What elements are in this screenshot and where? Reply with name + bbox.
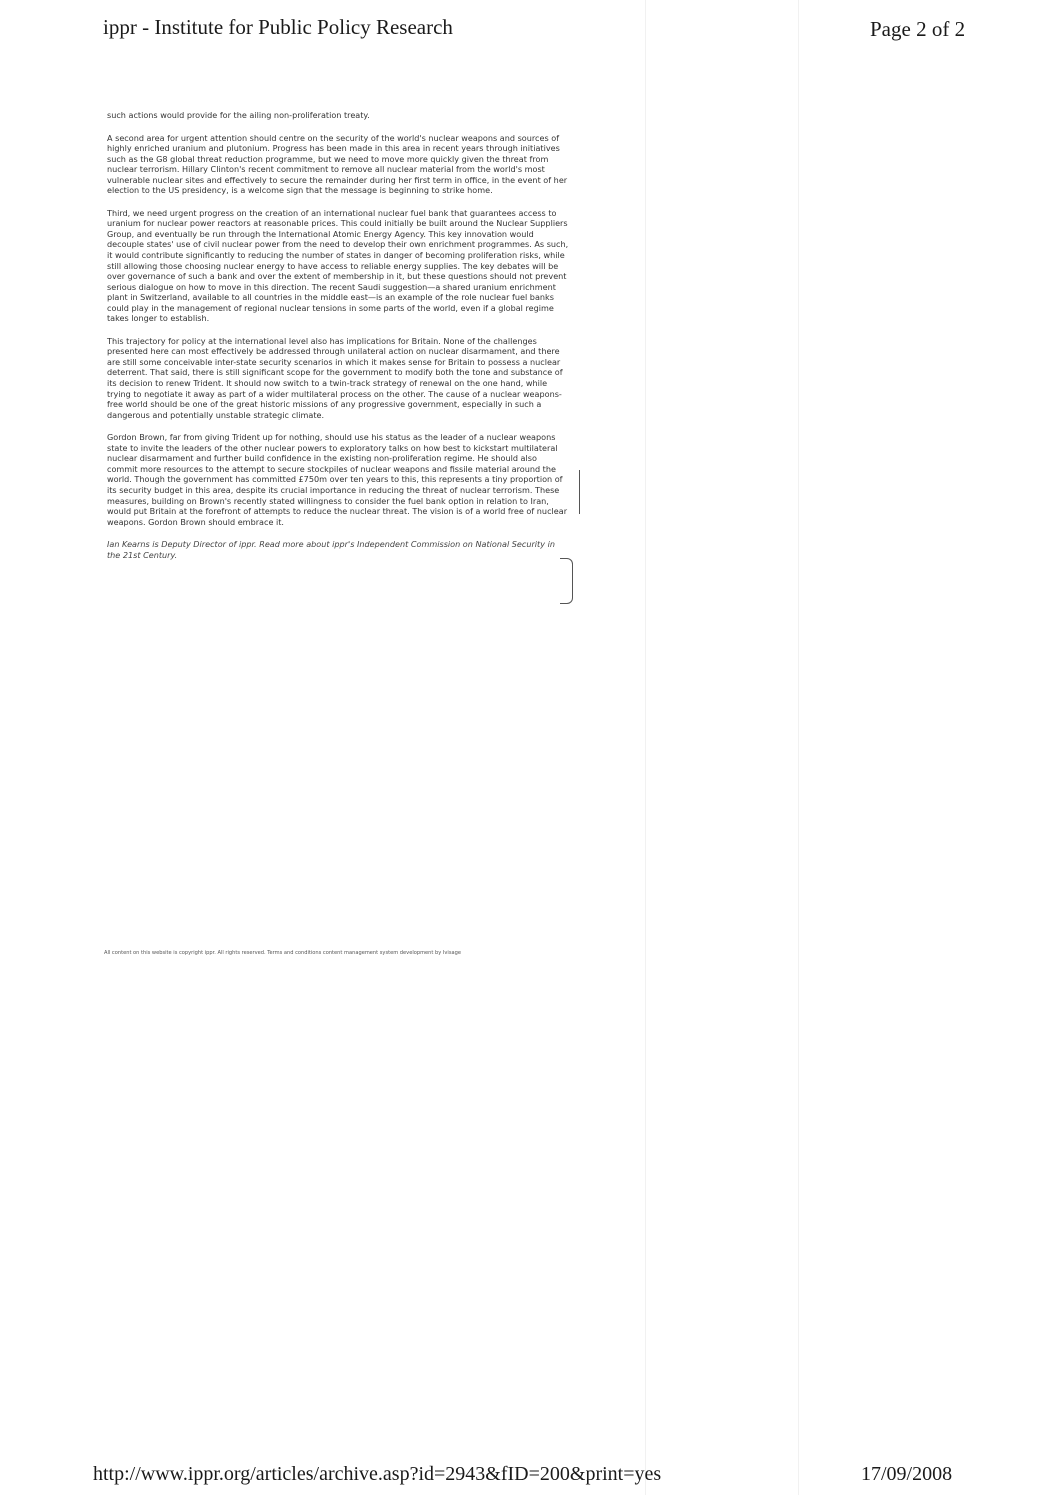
page-number: Page 2 of 2 bbox=[870, 17, 966, 41]
article-paragraph: A second area for urgent attention should centre on the security of the world's nuclear weapons and sources of highly enriched uranium and plutonium. Progress has been made in this area in recent years through initiatives such as the G8 global threat reduction programme, but we need to move more quickly given the threat from nuclear terrorism. Hillary Clinton's recent commitment to remove all nuclear material from the world's most vulnerable nuclear sites and effectively to secure the remainder during her first term in office, in the event of her election to the US presidency, is a welcome sign that the message is beginning to strike home. bbox=[107, 132, 568, 196]
page-url[interactable]: http://www.ippr.org/articles/archive.asp?id=2943&fID=200&print=yes bbox=[93, 1463, 662, 1485]
margin-bracket-mark bbox=[560, 558, 573, 604]
scan-artifact-line bbox=[798, 0, 799, 1495]
copyright-footer: All content on this website is copyright ippr. All rights reserved. Terms and conditions content management system development by Ivisage bbox=[104, 950, 461, 956]
page-header-title: ippr - Institute for Public Policy Research bbox=[103, 15, 453, 39]
article-paragraph: Third, we need urgent progress on the creation of an international nuclear fuel bank that guarantees access to uranium for nuclear power reactors at reasonable prices. This could initially be built around the Nuclear Suppliers Group, and eventually be run through the International Atomic Energy Agency. This key innovation would decouple states' use of civil nuclear power from the need to develop their own enrichment programmes. As such, it would contribute significantly to reducing the number of states in danger of becoming proliferation risks, while still allowing those choosing nuclear energy to have access to reliable energy supplies. The key debates will be over governance of such a bank and over the extent of membership in it, but these questions should not prevent serious dialogue on how to move in this direction. The recent Saudi suggestion—a shared uranium enrichment plant in Switzerland, available to all countries in the middle east—is an example of the role nuclear fuel banks could play in the management of regional nuclear tensions in some parts of the world, even if a global regime takes longer to establish. bbox=[107, 207, 569, 324]
article-paragraph: such actions would provide for the ailing non-proliferation treaty. bbox=[107, 110, 370, 120]
article-body bbox=[107, 110, 569, 572]
margin-bracket-mark bbox=[579, 470, 580, 514]
scan-artifact-line bbox=[645, 0, 646, 1495]
article-paragraph: Gordon Brown, far from giving Trident up for nothing, should use his status as the leader of a nuclear weapons state to invite the leaders of the other nuclear powers to exploratory talks on how best to kickstart multilateral nuclear disarmament and further build confidence in the existing non-proliferation regime. He should also commit more resources to the attempt to secure stockpiles of nuclear weapons and fissile material around the world. Though the government has committed £750m over ten years to this, this represents a tiny proportion of its security budget in this area, despite its crucial importance in reducing the threat of nuclear terrorism. These measures, building on Brown's recently stated willingness to consider the fuel bank option in relation to Iran, would put Britain at the forefront of attempts to reduce the nuclear threat. The vision is of a world free of nuclear weapons. Gordon Brown should embrace it. bbox=[107, 432, 568, 527]
print-date: 17/09/2008 bbox=[861, 1463, 953, 1485]
article-paragraph: This trajectory for policy at the international level also has implications for Britain. None of the challenges presented here can most effectively be addressed through unilateral action on nuclear disarmament, and there are still some conceivable inter-state security scenarios in which it makes sense for Britain to possess a nuclear deterrent. That said, there is still significant scope for the government to modify both the tone and substance of its decision to renew Trident. It should now switch to a twin-track strategy of renewal on the one hand, while trying to negotiate it away as part of a wider multilateral process on the other. The cause of a nuclear weapons-free world should be one of the great historic missions of any progressive government, especially in such a dangerous and potentially unstable strategic climate. bbox=[107, 335, 563, 420]
author-byline: Ian Kearns is Deputy Director of ippr. Read more about ippr's Independent Commission on National Security in the 21st Century. bbox=[107, 539, 555, 560]
